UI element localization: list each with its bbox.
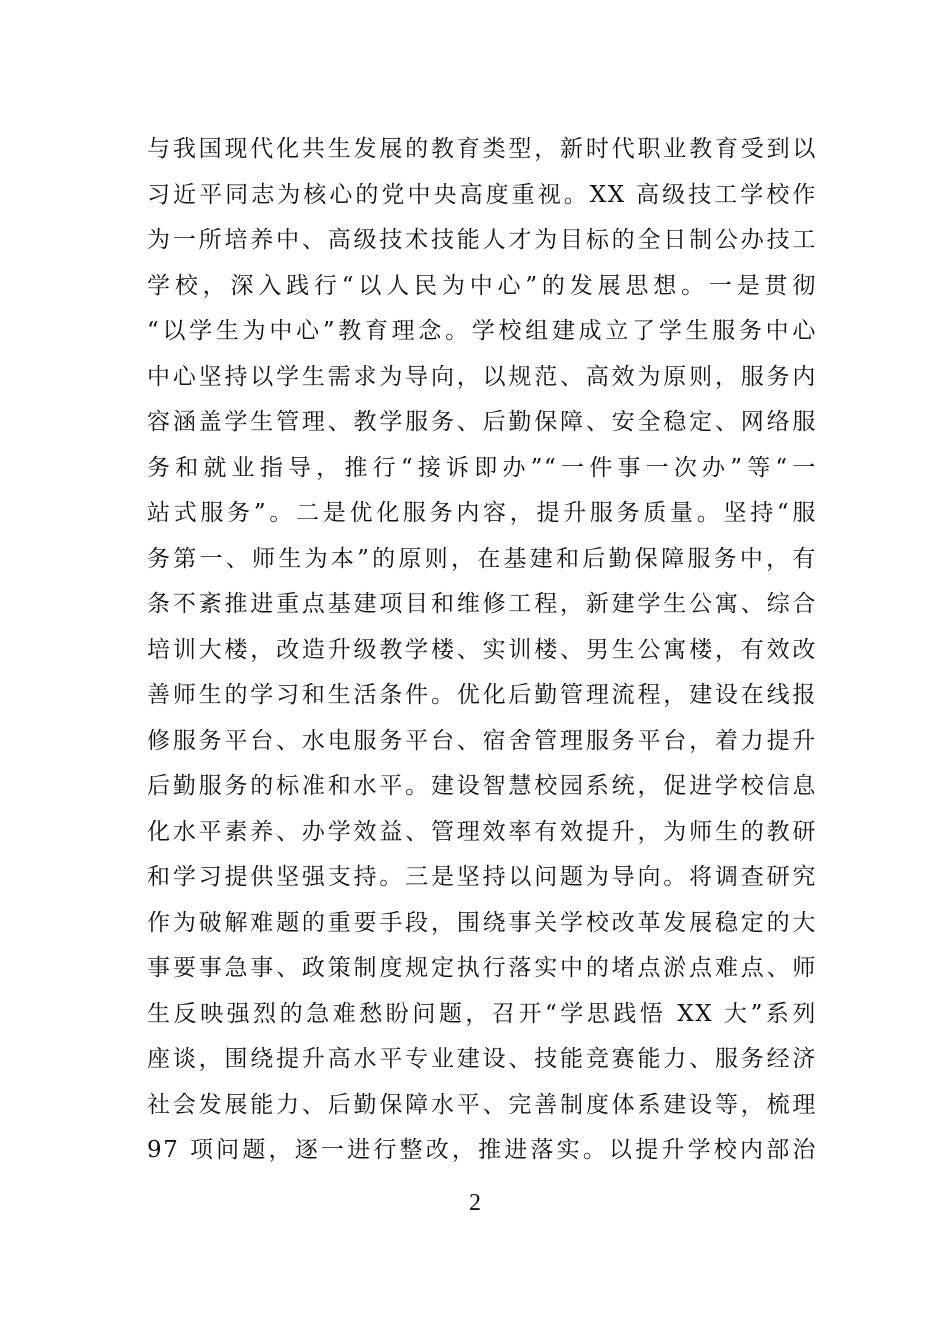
text-line-20: 生反映强烈的急难愁盼问题，召开“学思践悟 XX 大”系列 bbox=[147, 1000, 817, 1027]
text-line-18: 作为破解难题的重要手段，围绕事关学校改革发展稳定的大 bbox=[147, 909, 817, 936]
body-text bbox=[147, 127, 817, 1174]
text-line-23: 97 项问题，逐一进行整改，推进落实。以提升学校内部治 bbox=[147, 1137, 817, 1163]
text-line-3: 为一所培养中、高级技术技能人才为目标的全日制公办技工 bbox=[147, 227, 817, 253]
text-line-21: 座谈，围绕提升高水平专业建设、技能竞赛能力、服务经济 bbox=[147, 1046, 817, 1072]
text-line-15: 后勤服务的标准和水平。建设智慧校园系统，促进学校信息 bbox=[147, 773, 817, 799]
text-line-10: 务第一、师生为本”的原则，在基建和后勤保障服务中，有 bbox=[147, 545, 817, 572]
text-line-8: 务和就业指导，推行“接诉即办”“一件事一次办”等“一 bbox=[147, 454, 817, 481]
text-line-19: 事要事急事、政策制度规定执行落实中的堵点淤点难点、师 bbox=[147, 955, 817, 981]
text-line-7: 容涵盖学生管理、教学服务、后勤保障、安全稳定、网络服 bbox=[147, 409, 817, 435]
text-line-2: 习近平同志为核心的党中央高度重视。XX 高级技工学校作 bbox=[147, 181, 817, 208]
text-line-17: 和学习提供坚强支持。三是坚持以问题为导向。将调查研究 bbox=[147, 864, 817, 890]
text-line-5: “以学生为中心”教育理念。学校组建成立了学生服务中心 bbox=[147, 318, 817, 344]
text-line-1: 与我国现代化共生发展的教育类型，新时代职业教育受到以 bbox=[147, 136, 817, 162]
text-line-16: 化水平素养、办学效益、管理效率有效提升，为师生的教研 bbox=[147, 818, 817, 845]
text-line-12: 培训大楼，改造升级教学楼、实训楼、男生公寓楼，有效改 bbox=[147, 636, 817, 663]
text-line-14: 修服务平台、水电服务平台、宿舍管理服务平台，着力提升 bbox=[147, 727, 817, 754]
text-line-11: 条不紊推进重点基建项目和维修工程，新建学生公寓、综合 bbox=[147, 591, 817, 617]
page-number: 2 bbox=[469, 1190, 481, 1216]
text-line-4: 学校，深入践行“以人民为中心”的发展思想。一是贯彻 bbox=[147, 272, 817, 299]
text-line-6: 中心坚持以学生需求为导向，以规范、高效为原则，服务内 bbox=[147, 363, 817, 390]
text-line-22: 社会发展能力、后勤保障水平、完善制度体系建设等，梳理 bbox=[147, 1091, 817, 1118]
text-line-9: 站式服务”。二是优化服务内容，提升服务质量。坚持“服 bbox=[147, 500, 817, 526]
text-line-13: 善师生的学习和生活条件。优化后勤管理流程，建设在线报 bbox=[147, 682, 817, 708]
